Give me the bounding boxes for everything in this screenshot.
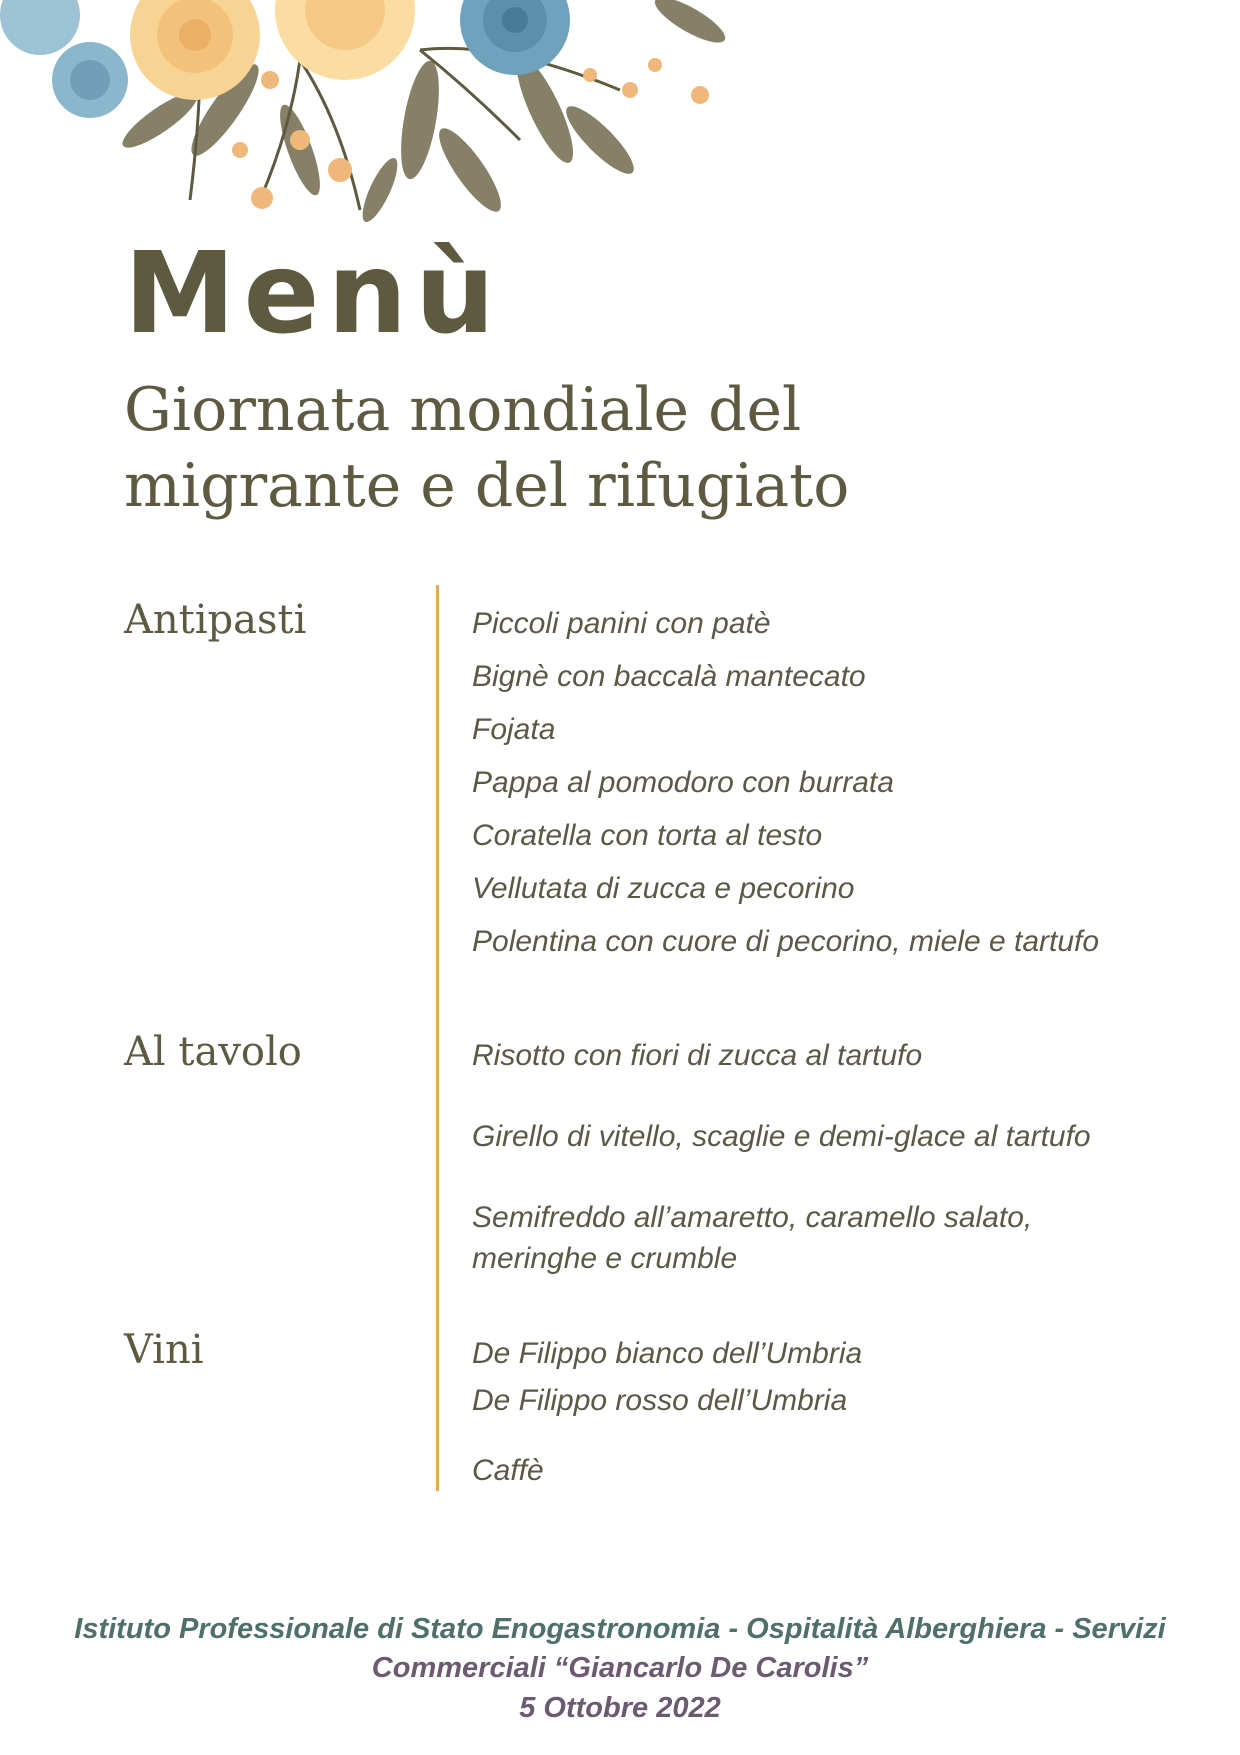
menu-item: Vellutata di zucca e pecorino: [472, 872, 855, 905]
menu-item: Semifreddo all’amaretto, caramello salato,: [472, 1201, 1033, 1234]
menu-item: Bignè con baccalà mantecato: [472, 660, 866, 693]
menu-item: Polentina con cuore di pecorino, miele e tartufo: [472, 925, 1100, 958]
menu-item: De Filippo bianco dell’Umbria: [472, 1337, 863, 1370]
footer-institute-line-2: Commerciali “Giancarlo De Carolis”: [371, 1652, 869, 1684]
section-label-antipasti: Antipasti: [124, 597, 307, 643]
floral-decoration: [0, 0, 760, 240]
page-title: Menù: [124, 229, 503, 359]
subtitle-line-2: migrante e del rifugiato: [124, 451, 850, 521]
menu-item: Caffè: [472, 1454, 544, 1487]
footer-institute-line-1: Istituto Professionale di Stato Enogastronomia - Ospitalità Alberghiera - Servizi: [74, 1613, 1166, 1645]
section-label-vini: Vini: [124, 1327, 204, 1373]
page-subtitle: [124, 372, 1024, 524]
menu-item: Pappa al pomodoro con burrata: [472, 766, 894, 799]
menu-item: Coratella con torta al testo: [472, 819, 823, 852]
menu-item: Fojata: [472, 713, 556, 746]
vertical-divider: [436, 585, 439, 1491]
menu-item: Risotto con fiori di zucca al tartufo: [472, 1039, 923, 1072]
menu-item: Piccoli panini con patè: [472, 607, 771, 640]
menu-item: De Filippo rosso dell’Umbria: [472, 1384, 848, 1417]
menu-item: meringhe e crumble: [472, 1242, 738, 1275]
menu-item: Girello di vitello, scaglie e demi-glace al tartufo: [472, 1120, 1091, 1153]
subtitle-line-1: Giornata mondiale del: [124, 375, 802, 445]
footer-date: 5 Ottobre 2022: [519, 1692, 721, 1724]
section-label-al-tavolo: Al tavolo: [124, 1029, 302, 1075]
